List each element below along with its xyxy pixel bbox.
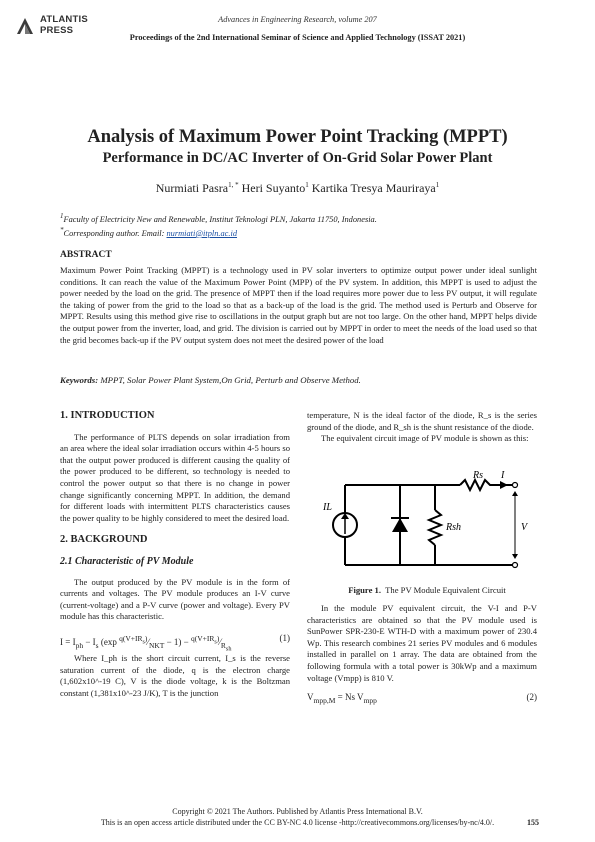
label-rsh: Rsh [446, 522, 461, 533]
author-affil: 1 [305, 181, 309, 189]
author-name: Heri Suyanto [241, 181, 306, 195]
section-heading: 2. BACKGROUND [60, 534, 148, 546]
equation-number: (2) [526, 692, 537, 703]
journal-series: Advances in Engineering Research, volume 207 [218, 15, 377, 24]
label-i: I [501, 470, 505, 481]
label-rs: Rs [473, 470, 483, 481]
paragraph: The performance of PLTS depends on solar irradiation from an area where the ideal solar irradiation occurs within 4-5 hours so that the output power produced is different causing the quality of the power produced to be different, so technology is needed to control the power output so that there is no change in power change significantly concerning MPPT. In addition, the demand for different loads with intermittent PLTS characteristics causes the power quality to be highly considered to meet the desired load. [60, 431, 290, 523]
author-name: Kartika Tresya Mauriraya [311, 181, 436, 195]
paragraph: Where I_ph is the short circuit current, I_s is the reverse saturation current of the diode, q is the electron charge (1,602x10^-19 C), V is the diode voltage, k is the Boltzman constant (1,381x10^-23 J/K), T is the junction [60, 652, 290, 698]
right-column-cont [307, 603, 537, 708]
diode-icon [392, 518, 408, 532]
equation-1: $I = I_{ph} - I_s$ (exp $^{q(V+IR_s)}⁄_{NKT} - 1$) − $^{q(V+IR_s)}⁄_{R_{sh}}$ (1) [60, 632, 290, 653]
affiliation: $^1$Faculty of Electricity New and Renewable, Institut Teknologi PLN, Jakarta 11750, Indonesia. *Corresponding author. Email: nurmiati@itpln.ac.id [60, 212, 377, 238]
footer-license: This is an open access article distributed under the CC BY-NC 4.0 license -http://creativecommons.org/licenses/by-nc/4.0/. [100, 818, 495, 827]
paragraph: In the module PV equivalent circuit, the V-I and P-V characteristics are obtained so that the PV module used is SunPower SPR-230-E WTH-D with a maximum power of 230.4 Wp. This research combines 21 series PV modules and 6 modules installed in parallel on 1 array. The data are obtained from the following formula with a total power is 30kWp and a maximum voltage (Vmpp) is 810 V. [307, 603, 537, 683]
author-affil: 1, * [228, 181, 239, 189]
pv-equivalent-circuit [315, 470, 535, 580]
abstract-heading: ABSTRACT [60, 250, 112, 260]
keywords: Keywords: MPPT, Solar Power Plant System,On Grid, Perturb and Observe Method. [60, 375, 361, 385]
paper-title-line2: Performance in DC/AC Inverter of On-Grid Solar Power Plant [102, 150, 493, 166]
right-column [307, 410, 537, 445]
label-il: IL [323, 502, 332, 513]
subsection-heading: 2.1 Characteristic of PV Module [60, 555, 194, 567]
email-link[interactable]: nurmiati@itpln.ac.id [166, 228, 238, 238]
proceedings-title: Proceedings of the 2nd International Seminar of Science and Applied Technology (ISSAT 2021) [129, 33, 466, 42]
author-affil: 1 [435, 181, 440, 189]
paragraph: The output produced by the PV module is in the form of currents and voltages. The PV module produces an I-V curve (current-voltage) and a P-V curve (power and voltage). Every PV module has this characteristic. [60, 576, 290, 622]
paragraph: The equivalent circuit image of PV module is shown as this: [321, 433, 529, 444]
author-name: Nurmiati Pasra [155, 181, 229, 195]
paper-title-line1: Analysis of Maximum Power Point Tracking (MPPT) [87, 127, 508, 147]
author-list [0, 181, 595, 196]
section-heading: 1. INTRODUCTION [60, 410, 155, 421]
figure-caption: Figure 1. The PV Module Equivalent Circuit [348, 585, 506, 595]
equation-number: (1) [279, 632, 290, 643]
label-v: V [521, 522, 528, 533]
current-arrow-icon [500, 481, 508, 489]
abstract-text: Maximum Power Point Tracking (MPPT) is a technology used in PV solar inverters to optimize output power under ideal sunlight conditions. It can reach the value of the Maximum Power Point (MPP) of the PV system. In addition, this MPPT is used to adjust the power needed by the load on the grid. The presence of MPPT then if the load requires more power due to less PV output, it will regulate the taking of power from the grid to the load so that as a back-up of the load is the grid. The method used is Perturb and Observe for MPPT. Results using this method give rise to oscillations in the output graph but are not too large. On the other hand, MPPT helps divide the output power from the inverter, load, and grid. The division is carried out by MPPT in order to meet the needs of the load used so that the grid becomes back-up if the PV output system does not meet the desired power of the load [60, 265, 537, 345]
page-number: 155 [527, 818, 539, 827]
keywords-label: Keywords: [60, 375, 99, 385]
logo-text: ATLANTIS PRESS [40, 14, 88, 36]
equation-2: $V_{mpp,M} = Ns$ $V_{mpp}$ (2) [307, 692, 537, 705]
paragraph: temperature, N is the ideal factor of the diode, R_s is the series ground of the diode, and R_sh is the shunt resistance of the diode. [307, 410, 537, 432]
footer-copyright: Copyright © 2021 The Authors. Published by Atlantis Press International B.V. [172, 807, 423, 816]
left-column [60, 410, 290, 699]
